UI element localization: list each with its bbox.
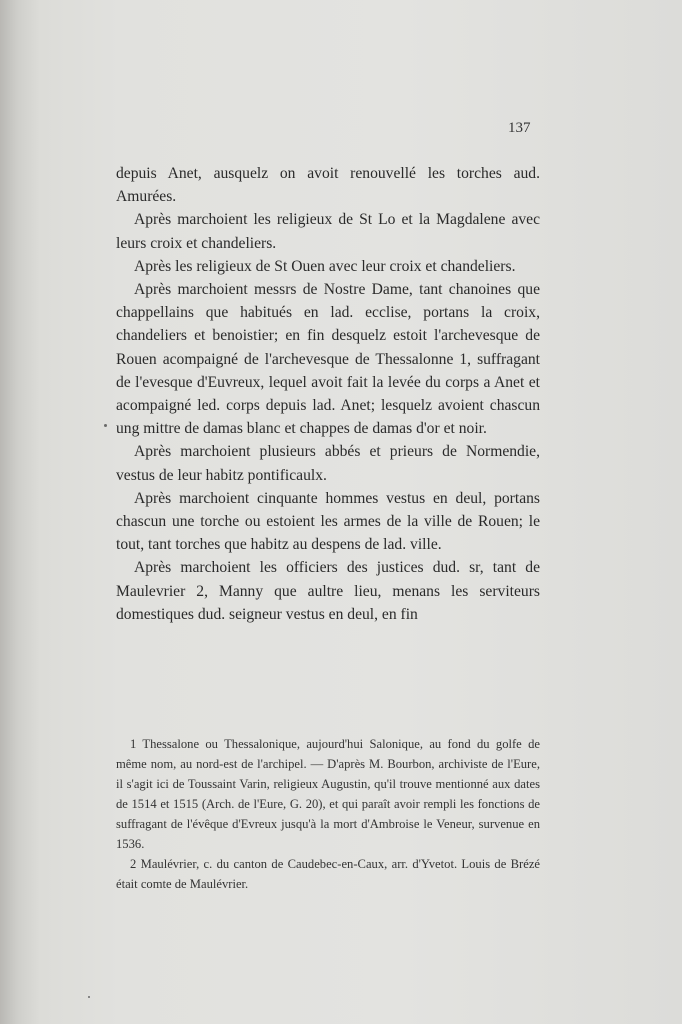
- paragraph: Après les religieux de St Ouen avec leur croix et chandeliers.: [134, 257, 516, 275]
- paragraph: depuis Anet, ausquelz on avoit renouvellé les torches aud. Amurées.: [116, 165, 540, 206]
- paragraph: Après marchoient cinquante hommes vestus en deul, portans chascun une torche ou estoient les armes de la ville de Rouen; le tout, tant torches que habitz au despens de lad. ville.: [116, 489, 540, 554]
- page-number: 137: [508, 120, 531, 136]
- paragraph: Après marchoient les religieux de St Lo et la Magdalene avec leurs croix et chandeliers.: [116, 211, 540, 252]
- paper-speck: [88, 996, 90, 998]
- paragraph: Après marchoient les officiers des justices dud. sr, tant de Maulevrier 2, Manny que aultre lieu, menans les serviteurs domestiques dud. seigneur vestus en deul, en fin: [116, 559, 540, 623]
- footnote: 2 Maulévrier, c. du canton de Caudebec-en-Caux, arr. d'Yvetot. Louis de Brézé était comte de Maulévrier.: [116, 857, 540, 891]
- main-text: [116, 162, 540, 626]
- paragraph: Après marchoient plusieurs abbés et prieurs de Normendie, vestus de leur habitz pontificaulx.: [116, 443, 540, 484]
- footnote: 1 Thessalone ou Thessalonique, aujourd'hui Salonique, au fond du golfe de même nom, au nord-est de l'archipel. — D'après M. Bourbon, archiviste de l'Eure, il s'agit ici de Toussaint Varin, religieux Augustin, qu'il trouve mentionné aux dates de 1514 et 1515 (Arch. de l'Eure, G. 20), et qui paraît avoir rempli les fonctions de suffragant de l'évêque d'Evreux jusqu'à la mort d'Ambroise le Veneur, survenue en 1536.: [116, 737, 540, 851]
- paper-speck: [104, 424, 107, 427]
- paragraph: Après marchoient messrs de Nostre Dame, tant chanoines que chappellains que habitués en lad. ecclise, portans la croix, chandeliers et benoistier; en fin desquelz estoit l'archevesque de Rouen acompaigné de l'archevesque de Thessalonne 1, suffragant de l'evesque d'Euvreux, lequel avoit fait la levée du corps a Anet et acompaigné led. corps depuis lad. Anet; lesquelz avoient chascun ung mittre de damas blanc et chappes de damas d'or et noir.: [116, 281, 540, 438]
- footnotes: [116, 734, 540, 894]
